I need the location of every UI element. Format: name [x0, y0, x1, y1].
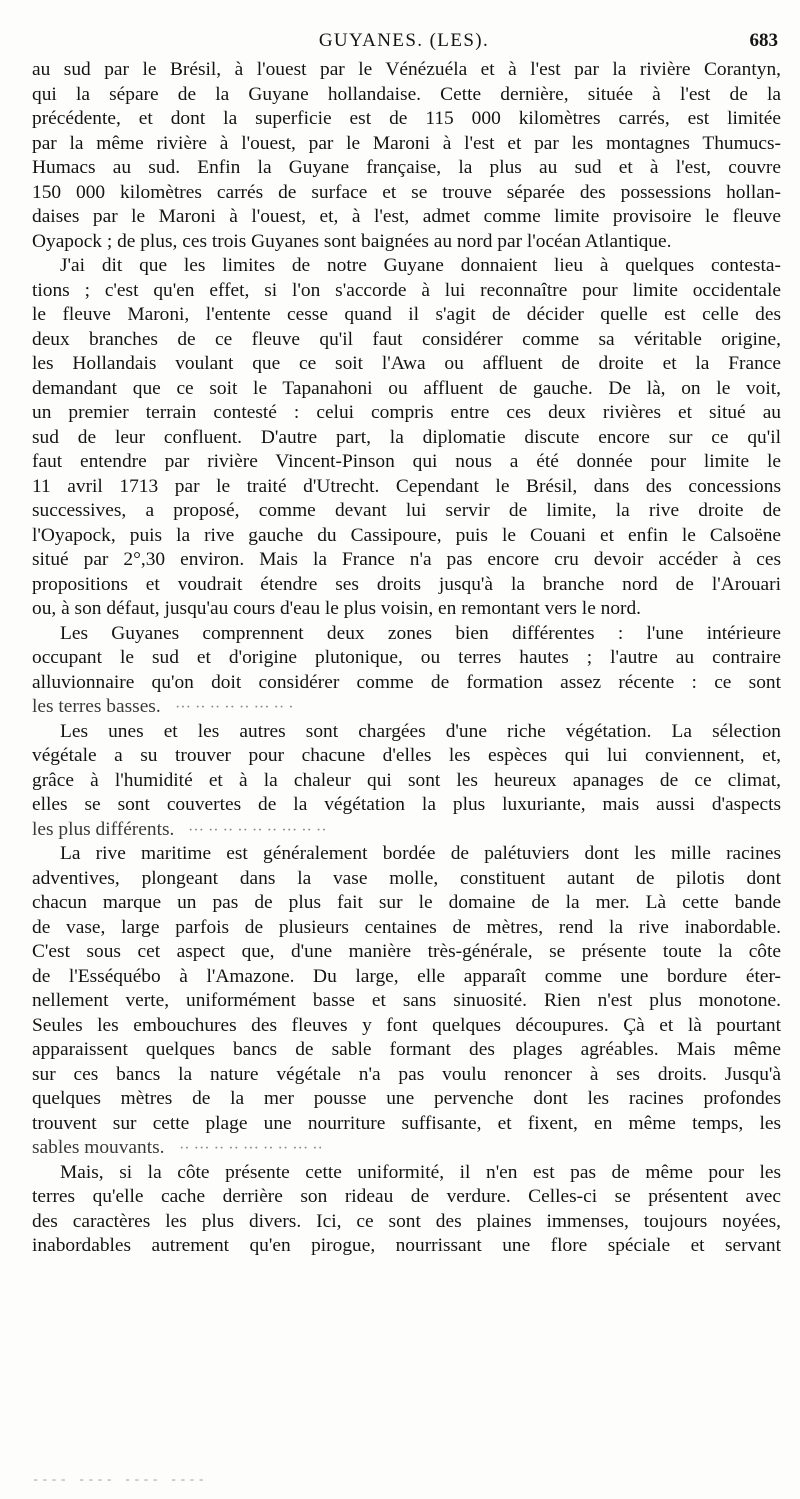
text-line: propositions et voudrait étendre ses droits jusqu'à la branche nord de l'Arouari — [32, 573, 781, 595]
text-line: Humacs au sud. Enfin la Guyane française, la plus au sud et à l'est, couvre — [32, 157, 781, 178]
text-line: chacun marque un pas de plus fait sur le domaine de la mer. Là cette bande — [32, 892, 781, 913]
text-line: grâce à l'humidité et à la chaleur qui sont les heureux apanages de ce climat, — [32, 769, 781, 791]
text-line — [32, 1136, 781, 1161]
text-line: quelques mètres de la mer pousse une pervenche dont les racines profondes — [32, 1088, 781, 1109]
text-line: situé par 2°,30 environ. Mais la France n'a pas encore cru devoir accéder à ces — [32, 549, 781, 570]
text-line: occupant le sud et d'origine plutonique, ou terres hautes ; l'autre au contraire — [32, 647, 781, 668]
text-line: sur ces bancs la nature végétale n'a pas voulu renoncer à ses droits. Jusqu'à — [32, 1063, 781, 1085]
text-line: Oyapock ; de plus, ces trois Guyanes sont baignées au nord par l'océan Atlantique. — [32, 230, 672, 252]
text-span: les plus différents. — [32, 818, 175, 840]
text-line: Les unes et les autres sont chargées d'une riche végétation. La sélection — [60, 720, 781, 742]
text-line: Les Guyanes comprennent deux zones bien différentes : l'une intérieure — [60, 622, 781, 644]
text-line: 150 000 kilomètres carrés de surface et se trouve séparée des possessions hollan- — [32, 181, 781, 203]
text-line: demandant que ce soit le Tapanahoni ou affluent de gauche. De là, on le voit, — [32, 377, 781, 399]
text-line: inabordables autrement qu'en pirogue, nourrissant une flore spéciale et servant — [32, 1235, 781, 1256]
text-line: apparaissent quelques bancs de sable formant des plages agréables. Mais même — [32, 1039, 781, 1060]
text-span: les terres basses. — [32, 696, 161, 717]
text-line: J'ai dit que les limites de notre Guyane donnaient lieu à quelques contesta- — [60, 255, 781, 276]
text-line: des caractères les plus divers. Ici, ce sont des plaines immenses, toujours noyées, — [32, 1210, 781, 1232]
text-line: le fleuve Maroni, l'entente cesse quand il s'agit de décider quelle est celle des — [32, 304, 781, 325]
text-line: nellement verte, uniformément basse et sans sinuosité. Rien n'est plus monotone. — [32, 990, 781, 1011]
show-through-text: · ·· ··· ·· ·· ·· ·· ··· — [174, 699, 294, 716]
body-text — [32, 58, 781, 1259]
text-line: C'est sous cet aspect que, d'une manière très-générale, se présente toute la côte — [32, 941, 781, 962]
page-number: 683 — [749, 30, 778, 51]
text-line: un premier terrain contesté : celui compris entre ces deux rivières et situé au — [32, 402, 781, 423]
text-line: daises par le Maroni à l'ouest, et, à l'est, admet comme limite provisoire le fleuve — [32, 206, 781, 227]
show-through-text: ·· ··· ·· ·· ··· ·· ·· ··· ·· — [178, 1140, 323, 1157]
text-span: sables mouvants. — [32, 1137, 165, 1158]
text-line — [32, 818, 781, 843]
text-line: de vase, large parfois de plusieurs centaines de mètres, rend la rive inabordable. — [32, 916, 781, 938]
text-line: faut entendre par rivière Vincent-Pinson qui nous a été donnée pour limite le — [32, 451, 781, 472]
running-head — [30, 30, 778, 54]
text-line: l'Oyapock, puis la rive gauche du Cassipoure, puis le Couani et enfin le Calsoëne — [32, 524, 781, 546]
text-line: Seules les embouchures des fleuves y font quelques découpures. Çà et là pourtant — [32, 1014, 781, 1036]
text-line: au sud par le Brésil, à l'ouest par le Vénézuéla et à l'est par la rivière Corantyn, — [32, 59, 781, 80]
text-line: tions ; c'est qu'en effet, si l'on s'accorde à lui reconnaître pour limite occidentale — [32, 279, 781, 301]
text-line: par la même rivière à l'ouest, par le Maroni à l'est et par les montagnes Thumucs- — [32, 132, 781, 154]
text-line: deux branches de ce fleuve qu'il faut considérer comme sa véritable origine, — [32, 328, 781, 350]
text-line: qui la sépare de la Guyane hollandaise. Cette dernière, située à l'est de la — [32, 83, 781, 105]
text-line: Mais, si la côte présente cette uniformité, il n'en est pas de même pour les — [60, 1161, 781, 1183]
running-title: GUYANES. (LES). — [318, 30, 490, 51]
text-line: adventives, plongeant dans la vase molle, constituent autant de pilotis dont — [32, 867, 781, 889]
text-line: sud de leur confluent. D'autre part, la diplomatie discute encore sur ce qu'il — [32, 426, 781, 448]
text-line: de l'Esséquébo à l'Amazone. Du large, elle apparaît comme une bordure éter- — [32, 965, 781, 987]
text-line — [32, 695, 781, 720]
text-line: terres qu'elle cache derrière son rideau de verdure. Celles-ci se présentent avec — [32, 1186, 781, 1207]
text-line: les Hollandais voulant que ce soit l'Awa ou affluent de droite et la France — [32, 353, 781, 374]
footer-rule: ---- ---- ---- ---- — [32, 1473, 207, 1487]
text-line: trouvent sur cette plage une nourriture suffisante, et fixent, en même temps, les — [32, 1112, 781, 1134]
text-line: elles se sont couvertes de la végétation la plus luxuriante, mais aussi d'aspects — [32, 794, 781, 815]
text-line: ou, à son défaut, jusqu'au cours d'eau le plus voisin, en remontant vers le nord. — [32, 598, 642, 619]
text-line: La rive maritime est généralement bordée de palétuviers dont les mille racines — [60, 843, 781, 864]
text-line: végétale a su trouver pour chacune d'elles les espèces qui lui conviennent, et, — [32, 745, 781, 766]
text-line: précédente, et dont la superficie est de 115 000 kilomètres carrés, est limitée — [32, 108, 781, 129]
text-line: 11 avril 1713 par le traité d'Utrecht. Cependant le Brésil, dans des concessions — [32, 475, 781, 497]
show-through-text: ·· ·· ··· ·· ·· ·· ·· ·· ··· — [188, 821, 327, 839]
text-line: alluvionnaire qu'on doit considérer comme de formation assez récente : ce sont — [32, 671, 781, 693]
text-line: successives, a proposé, comme devant lui servir de limite, la rive droite de — [32, 500, 781, 521]
